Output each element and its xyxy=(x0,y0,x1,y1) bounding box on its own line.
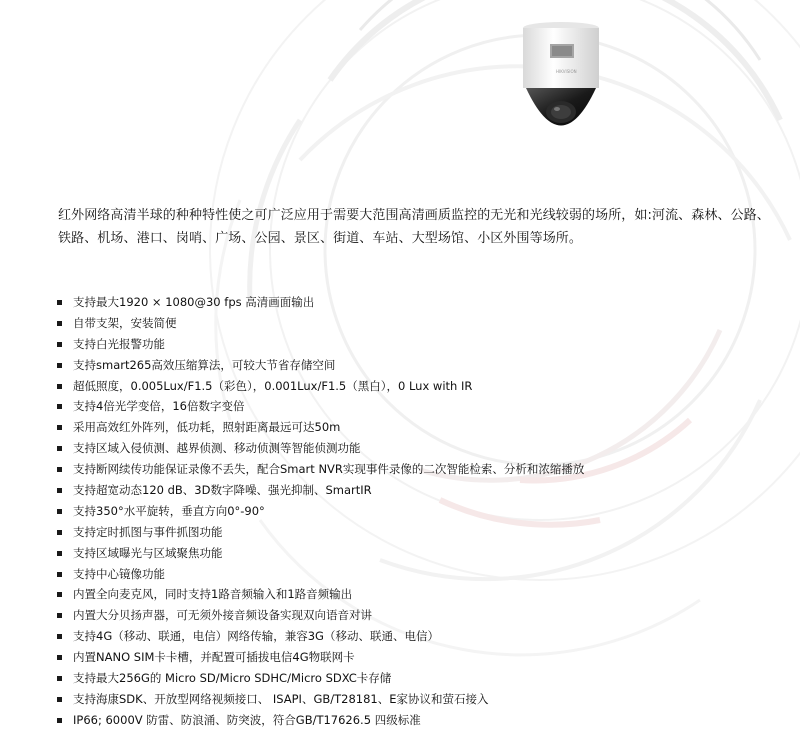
list-item xyxy=(57,710,757,731)
bullet-icon xyxy=(57,363,62,368)
feature-text: 支持4倍光学变倍，16倍数字变倍 xyxy=(73,399,245,414)
bullet-icon xyxy=(57,530,62,535)
bullet-icon xyxy=(57,572,62,577)
feature-text: 支持海康SDK、开放型网络视频接口、 ISAPI、GB/T28181、E家协议和萤石接入 xyxy=(73,691,489,706)
list-item xyxy=(57,480,757,501)
feature-text: 自带支架，安装简便 xyxy=(73,315,177,330)
bullet-icon xyxy=(57,509,62,514)
bullet-icon xyxy=(57,404,62,409)
list-item xyxy=(57,689,757,710)
list-item xyxy=(57,438,757,459)
intro-text: 红外网络高清半球的种种特性使之可广泛应用于需要大范围高清画质监控的无光和光线较弱的场所，如:河流、森林、公路、铁路、机场、港口、岗哨、广场、公园、景区、街道、车站、大型场馆、小区外围等场所。 xyxy=(58,208,770,246)
feature-text: 采用高效红外阵列，低功耗，照射距离最远可达50m xyxy=(73,420,341,435)
svg-text:HIKVISION: HIKVISION xyxy=(556,69,577,74)
feature-text: 支持断网续传功能保证录像不丢失，配合Smart NVR实现事件录像的二次智能检索、分析和浓缩播放 xyxy=(73,462,585,477)
bullet-icon xyxy=(57,384,62,389)
bullet-icon xyxy=(57,300,62,305)
feature-text: 支持350°水平旋转，垂直方向0°-90° xyxy=(73,503,265,518)
bullet-icon xyxy=(57,613,62,618)
list-item xyxy=(57,396,757,417)
feature-text: 支持最大256G的 Micro SD/Micro SDHC/Micro SDXC卡存储 xyxy=(73,671,392,686)
feature-text: 支持白光报警功能 xyxy=(73,336,165,351)
bullet-icon xyxy=(57,342,62,347)
feature-text: 内置全向麦克风，同时支持1路音频输入和1路音频输出 xyxy=(73,587,353,602)
list-item xyxy=(57,355,757,376)
feature-text: 支持定时抓图与事件抓图功能 xyxy=(73,524,223,539)
bullet-icon xyxy=(57,634,62,639)
list-item xyxy=(57,605,757,626)
feature-text: 支持中心镜像功能 xyxy=(73,566,165,581)
bullet-icon xyxy=(57,488,62,493)
list-item xyxy=(57,459,757,480)
feature-text: 支持smart265高效压缩算法，可较大节省存储空间 xyxy=(73,357,336,372)
list-item xyxy=(57,647,757,668)
feature-text: 支持最大1920 × 1080@30 fps 高清画面输出 xyxy=(73,295,315,309)
list-item xyxy=(57,501,757,522)
bullet-icon xyxy=(57,467,62,472)
bullet-icon xyxy=(57,676,62,681)
bullet-icon xyxy=(57,655,62,660)
feature-text: 支持区域曝光与区域聚焦功能 xyxy=(73,545,223,560)
list-item xyxy=(57,292,757,313)
feature-text: 支持区域入侵侦测、越界侦测、移动侦测等智能侦测功能 xyxy=(73,441,361,456)
feature-text: 支持4G（移动、联通，电信）网络传输，兼容3G（移动、联通、电信） xyxy=(73,629,439,644)
feature-text: 支持超宽动态120 dB、3D数字降噪、强光抑制、SmartIR xyxy=(73,483,372,498)
list-item xyxy=(57,522,757,543)
feature-text: 超低照度，0.005Lux/F1.5（彩色），0.001Lux/F1.5（黑白），0 Lux with IR xyxy=(73,378,473,393)
list-item xyxy=(57,668,757,689)
bullet-icon xyxy=(57,697,62,702)
bullet-icon xyxy=(57,592,62,597)
bullet-icon xyxy=(57,425,62,430)
feature-list xyxy=(57,292,757,731)
feature-text: IP66; 6000V 防雷、防浪涌、防突波，符合GB/T17626.5 四级标准 xyxy=(73,712,421,727)
list-item xyxy=(57,313,757,334)
list-item xyxy=(57,376,757,397)
list-item xyxy=(57,543,757,564)
list-item xyxy=(57,584,757,605)
list-item xyxy=(57,626,757,647)
bullet-icon xyxy=(57,718,62,723)
feature-text: 内置大分贝扬声器，可无须外接音频设备实现双向语音对讲 xyxy=(73,608,372,623)
list-item xyxy=(57,564,757,585)
feature-text: 内置NANO SIM卡卡槽，并配置可插拔电信4G物联网卡 xyxy=(73,650,355,665)
bullet-icon xyxy=(57,321,62,326)
bullet-icon xyxy=(57,446,62,451)
list-item xyxy=(57,334,757,355)
bullet-icon xyxy=(57,551,62,556)
ptz-camera-image xyxy=(516,18,606,148)
list-item xyxy=(57,417,757,438)
